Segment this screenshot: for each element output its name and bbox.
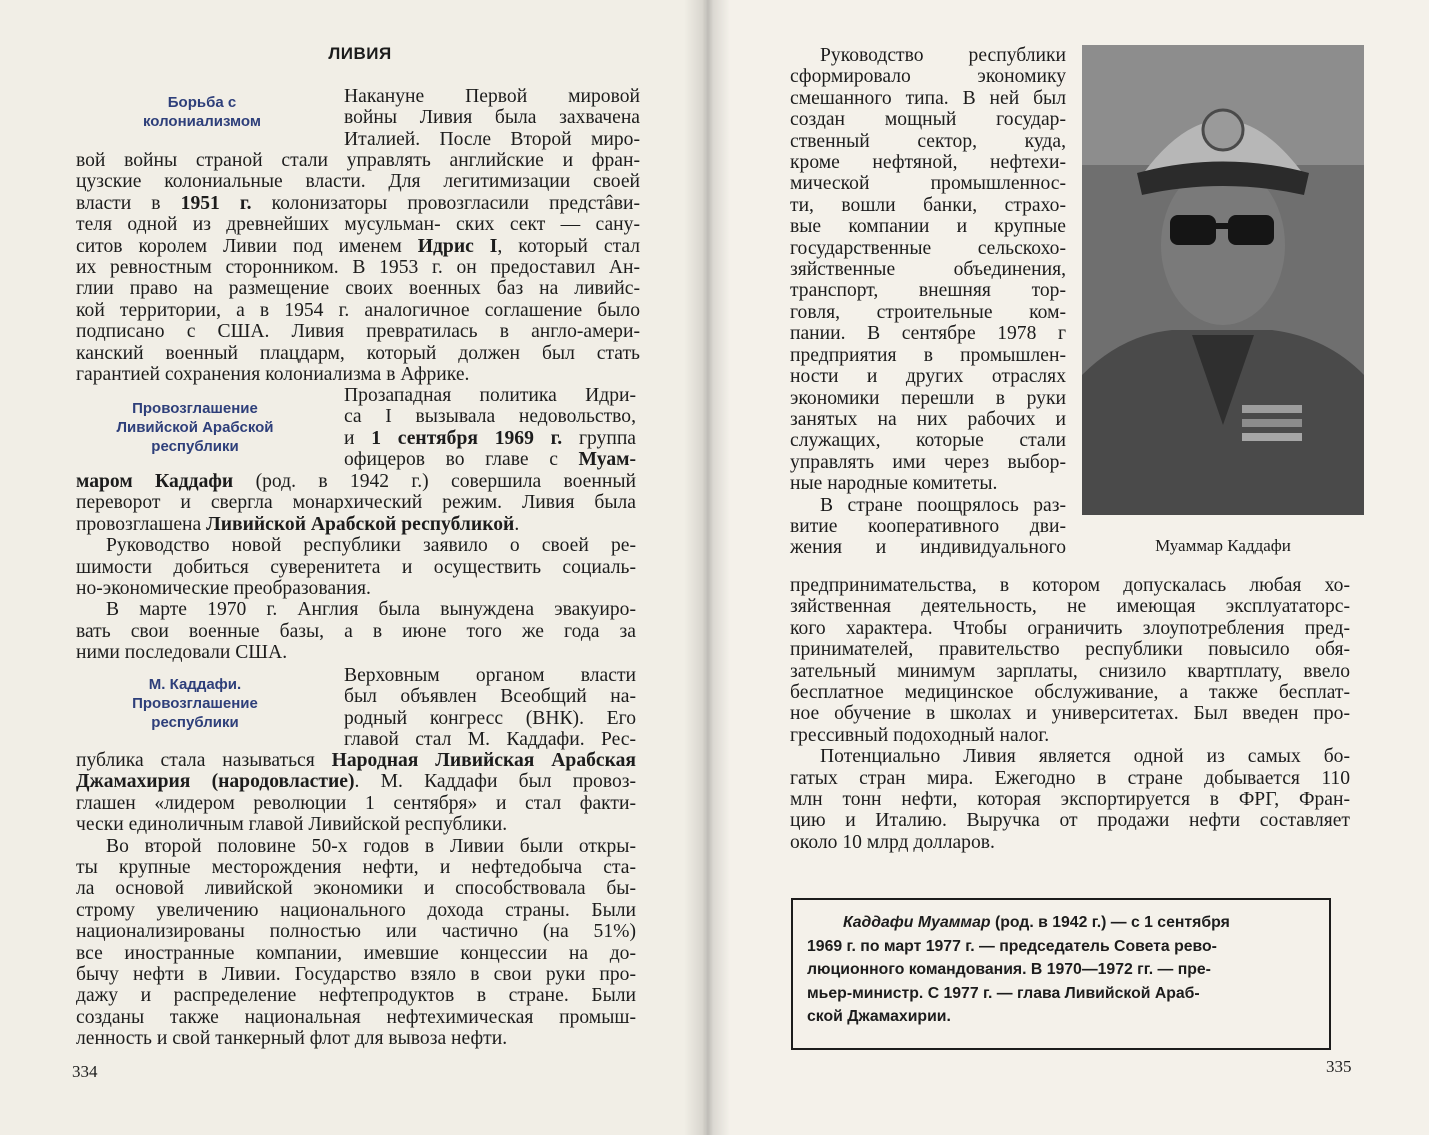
photo-caption: Муаммар Каддафи bbox=[1155, 536, 1291, 555]
text-run: офицеров во главе с bbox=[344, 449, 579, 471]
text-line: создан мощный государ- bbox=[790, 109, 1066, 131]
text-line: был объявлен Всеобщий на- bbox=[344, 686, 636, 708]
text-line: принимателей, правительство республики повысило обя- bbox=[790, 639, 1350, 661]
bio-line: мьер-министр. С 1977 г. — глава Ливийской Араб- bbox=[807, 984, 1200, 1002]
text-run: колонизаторы провозгласили предстâви- bbox=[251, 192, 641, 214]
text-line: чески единоличным главой Ливийской республики. bbox=[76, 814, 508, 836]
text-line: говля, строительные ком- bbox=[790, 301, 1066, 323]
bio-name: Каддафи Муаммар bbox=[843, 914, 991, 931]
text-line: все иностранные компании, имевшие концессии на до- bbox=[76, 942, 636, 964]
portrait-illustration bbox=[1082, 45, 1364, 515]
text-line: канский военный плацдарм, который должен был стать bbox=[76, 342, 640, 364]
paragraph-economy bbox=[790, 45, 1066, 559]
text-line: кого характера. Чтобы ограничить злоупотребления пред- bbox=[790, 617, 1350, 639]
name-gaddafi: маром Каддафи bbox=[76, 471, 234, 492]
text-run: , который стал bbox=[497, 235, 641, 257]
text-line: вать свои военные базы, а в июне того же года за bbox=[76, 620, 636, 642]
text-line: шимости добиться суверенитета и осуществить социаль- bbox=[76, 556, 636, 578]
text-line: жения и индивидуального bbox=[790, 537, 1066, 559]
text-line: но-экономические преобразования. bbox=[76, 578, 371, 600]
sidehead-line: Провозглашение bbox=[132, 695, 258, 712]
text-line: Верховным органом власти bbox=[344, 665, 636, 686]
text-line: ности и других отраслях bbox=[790, 366, 1066, 388]
text-line bbox=[76, 236, 640, 257]
paragraph-narrow-3 bbox=[344, 665, 636, 751]
bio-line: ской Джамахирии. bbox=[807, 1008, 951, 1025]
text-line: ты крупные месторождения нефти, и нефтедобыча ста- bbox=[76, 857, 636, 879]
text-line: глии право на размещение своих военных баз на ливийс- bbox=[76, 278, 640, 300]
text-line: зательный минимум зарплаты, снизило квартплату, ввело bbox=[790, 660, 1350, 682]
sidehead-proclamation bbox=[72, 399, 318, 456]
text-line: В стране поощрялось раз- bbox=[820, 494, 1066, 516]
sidehead-line: колониализмом bbox=[142, 113, 261, 130]
text-line: национализированы полностью или частично (на 51%) bbox=[76, 921, 636, 943]
text-line: смешанного типа. В ней был bbox=[790, 87, 1066, 109]
text-line: занятых на них рабочих и bbox=[790, 408, 1066, 430]
sidehead-line: республики bbox=[151, 438, 239, 455]
text-run: . М. Каддафи был провоз- bbox=[354, 771, 637, 793]
text-line: грессивный подоходный налог. bbox=[790, 724, 1050, 746]
paragraph-jamahiriya bbox=[76, 750, 636, 1050]
text-line: гатых стран мира. Ежегодно в стране добывается 110 bbox=[790, 767, 1350, 789]
text-line: ними последовали США. bbox=[76, 642, 288, 664]
portrait-photo bbox=[1082, 45, 1364, 515]
name-muammar: Муам- bbox=[578, 449, 636, 471]
text-line: главой стал М. Каддафи. Рес- bbox=[344, 729, 636, 751]
text-line: ное обучение в школах и университетах. Был введен про- bbox=[790, 703, 1350, 725]
text-line bbox=[76, 471, 636, 492]
chapter-title: ЛИВИЯ bbox=[328, 44, 392, 63]
text-line: млн тонн нефти, которая экспортируется в ФРГ, Фран- bbox=[790, 789, 1350, 811]
text-line: Прозападная политика Идри- bbox=[344, 385, 636, 406]
paragraph-colonial bbox=[76, 150, 640, 385]
text-line: родный конгресс (ВНК). Его bbox=[344, 707, 636, 729]
name-jamahiriya: Народная Ливийская Арабская bbox=[331, 750, 636, 771]
sidehead-line: республики bbox=[151, 714, 239, 731]
date-1969: 1 сентября 1969 г. bbox=[371, 427, 563, 449]
text-line: управлять ими через выбор- bbox=[790, 451, 1066, 473]
text-run: власти в bbox=[76, 192, 181, 214]
text-line: их ревностным сторонником. В 1953 г. он предоставил Ан- bbox=[76, 257, 640, 279]
text-line: ственный сектор, куда, bbox=[790, 130, 1066, 152]
name-jamahiriya-2: Джамахирия (народовластие) bbox=[76, 771, 355, 793]
paragraph-coup bbox=[76, 471, 636, 664]
bio-line: 1969 г. по март 1977 г. — председатель Совета рево- bbox=[807, 937, 1217, 955]
text-line bbox=[76, 193, 640, 214]
text-line: войны Ливия была захвачена bbox=[344, 107, 640, 129]
paragraph-narrow-1 bbox=[344, 86, 640, 150]
text-line: транспорт, внешняя тор- bbox=[790, 280, 1066, 302]
text-line: созданы также национальная нефтехимическая промыш- bbox=[76, 1006, 636, 1028]
text-line: Руководство новой республики заявило о своей ре- bbox=[106, 535, 636, 557]
text-line: Накануне Первой мировой bbox=[344, 86, 640, 107]
date-1951: 1951 г. bbox=[180, 192, 252, 214]
paragraph-entrepreneurship bbox=[790, 575, 1350, 853]
text-line: теля одной из древнейших мусульман- ских сект — сану- bbox=[76, 214, 640, 236]
text-line: Руководство республики bbox=[820, 45, 1066, 66]
text-line: глашен «лидером революции 1 сентября» и стал факти- bbox=[76, 792, 636, 814]
text-run: (род. в 1942 г.) совершила военный bbox=[233, 471, 636, 492]
text-line: кой территории, а в 1954 г. аналогичное соглашение было bbox=[76, 299, 640, 321]
biography-box bbox=[791, 898, 1331, 1050]
text-line: цузские колониальные власти. Для легитимизации своей bbox=[76, 171, 640, 193]
text-line: государственные сельскохо- bbox=[790, 237, 1066, 259]
book-gutter bbox=[684, 0, 730, 1135]
text-line: кроме нефтяной, нефтехи- bbox=[790, 152, 1066, 174]
bio-line bbox=[807, 911, 1315, 935]
text-run: публика стала называться bbox=[76, 750, 332, 771]
sidehead-gaddafi bbox=[72, 675, 318, 732]
name-republic: Ливийской Арабской республикой bbox=[206, 513, 515, 535]
text-line: предпринимательства, в котором допускалась любая хо- bbox=[790, 575, 1350, 596]
sidehead-struggle-colonialism bbox=[82, 93, 322, 131]
text-line: зяйственные объединения, bbox=[790, 259, 1066, 281]
text-run: . bbox=[514, 513, 520, 535]
text-line: сформировало экономику bbox=[790, 66, 1066, 88]
text-line: вые компании и крупные bbox=[790, 216, 1066, 238]
text-line bbox=[76, 771, 636, 792]
text-line: ти, вошли банки, страхо- bbox=[790, 194, 1066, 216]
text-line bbox=[344, 428, 636, 449]
sidehead-line: Борьба с bbox=[167, 94, 237, 111]
page-number-left: 334 bbox=[72, 1062, 98, 1081]
text-run: группа bbox=[562, 427, 636, 449]
text-line: ленность и свой танкерный флот для вывоза нефти. bbox=[76, 1028, 508, 1050]
text-line bbox=[76, 750, 636, 771]
text-line: бычу нефти в Ливии. Государство взяло в свои руки про- bbox=[76, 964, 636, 986]
text-line: строму увеличению национального дохода страны. Были bbox=[76, 899, 636, 921]
left-page bbox=[0, 0, 705, 1135]
text-line: Потенциально Ливия является одной из самых бо- bbox=[820, 746, 1350, 768]
text-line: Во второй половине 50-х годов в Ливии были откры- bbox=[106, 835, 636, 857]
text-line: предприятия в промышлен- bbox=[790, 344, 1066, 366]
text-line: ные народные комитеты. bbox=[790, 473, 998, 495]
sidehead-line: Провозглашение bbox=[132, 400, 258, 417]
text-line: ла основой ливийской экономики и способствовала бы- bbox=[76, 878, 636, 900]
text-line: Италией. После Второй миро- bbox=[344, 128, 640, 150]
text-line bbox=[76, 514, 636, 535]
text-line: мической промышленнос- bbox=[790, 173, 1066, 195]
page-number-right: 335 bbox=[1326, 1057, 1352, 1076]
text-line: пании. В сентябре 1978 г bbox=[790, 323, 1066, 345]
text-run: (род. в 1942 г.) — с 1 сентября bbox=[990, 914, 1230, 931]
text-line: зяйственная деятельность, не имеющая эксплуататорс- bbox=[790, 596, 1350, 618]
paragraph-narrow-2 bbox=[344, 385, 636, 471]
text-line: бесплатное медицинское обслуживание, а также бесплат- bbox=[790, 682, 1350, 704]
text-run: и bbox=[344, 427, 372, 449]
text-line bbox=[344, 449, 636, 470]
text-run: ситов королем Ливии под именем bbox=[76, 235, 418, 257]
text-line: переворот и свергла монархический режим. Ливия была bbox=[76, 492, 636, 514]
sidehead-line: Ливийской Арабской bbox=[116, 419, 274, 436]
text-line: дажу и распределение нефтепродуктов в стране. Были bbox=[76, 985, 636, 1007]
text-line: вой войны страной стали управлять английские и фран- bbox=[76, 150, 640, 171]
name-idris: Идрис I bbox=[417, 235, 498, 257]
bio-line: люционного командования. В 1970—1972 гг. — пре- bbox=[807, 961, 1211, 978]
text-line: подписано с США. Ливия превратилась в англо-амери- bbox=[76, 321, 640, 343]
text-line: цию и Италию. Выручка от продажи нефти составляет bbox=[790, 810, 1350, 832]
text-line: экономики перешли в руки bbox=[790, 387, 1066, 409]
text-line: витие кооперативного дви- bbox=[790, 515, 1066, 537]
text-line: около 10 млрд долларов. bbox=[790, 831, 995, 853]
text-run: провозглашена bbox=[76, 513, 207, 535]
text-line: гарантией сохранения колониализма в Африке. bbox=[76, 364, 470, 386]
text-line: В марте 1970 г. Англия была вынуждена эвакуиро- bbox=[106, 599, 636, 621]
sidehead-line: М. Каддафи. bbox=[148, 676, 242, 693]
text-line: са I вызывала недовольство, bbox=[344, 406, 636, 428]
text-line: служащих, которые стали bbox=[790, 430, 1066, 452]
